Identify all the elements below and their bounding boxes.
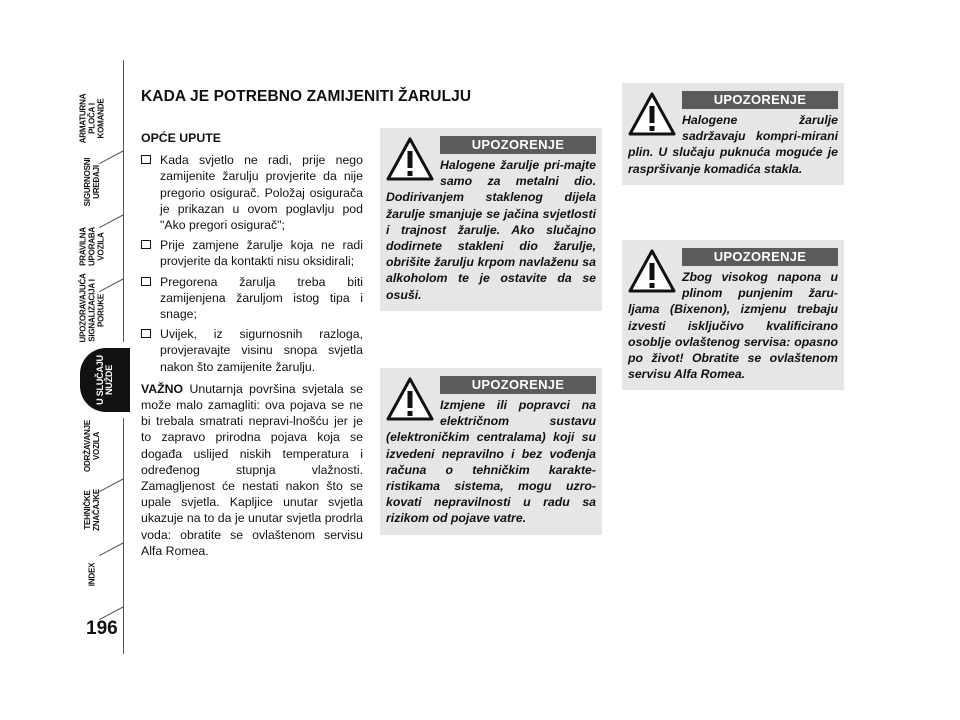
tab-label: ODRŽAVANJE VOZILA: [83, 420, 101, 472]
important-text: Unutarnja površina svjetala se može malo zamagliti: ova pojava se ne bi trebala smatrati nepravi-lnošću jer je to zapravo prirodna pojava koja se događa uslijed niskih temperatura i određenog stupnja vlažnosti. Zamagljenost će nestati nakon što se upale svjetla. Kapljice unutar svjetla ukazuje na to da je unutar svjetla prodrla voda: obratite se ovlaštenom servisu Alfa Romea.: [141, 381, 363, 558]
rail-line: [123, 86, 124, 150]
warning-box: [622, 240, 844, 390]
rail-line: [123, 150, 124, 214]
rail-line: [123, 478, 124, 542]
warning-heading: UPOZORENJE: [440, 136, 596, 154]
tab-u-slucaju-nuzde[interactable]: [80, 348, 130, 412]
checkbox-bullet-icon: [141, 329, 151, 338]
tab-label: UPOZORAVAJUĆA SIGNALIZACIJA I PORUKE: [78, 272, 106, 342]
list-item-text: Prije zamjene žarulje koja ne radi provjerite da kontakti nisu oksidirali;: [160, 238, 363, 269]
rail-line: [123, 542, 124, 654]
warning-triangle-icon: [386, 377, 434, 421]
list-item: [141, 274, 363, 323]
section-heading: OPĆE UPUTE: [141, 131, 221, 145]
list-item-text: Uvijek, iz sigurnosnih razloga, provjeravajte visinu snopa svjetla nakon što zamijenite žarulju.: [160, 327, 363, 374]
warning-heading: UPOZORENJE: [682, 91, 838, 109]
tab-index[interactable]: [60, 542, 124, 606]
tab-tehnicke-znacajke[interactable]: [60, 478, 124, 542]
warning-box: [380, 368, 602, 535]
warning-text: Izmjene ili popravci na električnom sustavu (elektroničkim centralama) koji su izvedeni nepravilno i bez vođenja računa o tehničkim karakte-ristikama sistema, mogu uzro-kovati nepravilnosti u radu sa rizikom od pojave vatre.: [386, 398, 596, 526]
warning-text: Zbog visokog napona u plinom punjenim žaru-ljama (Bixenon), izmjenu trebaju izvesti isključivo kvalificirano osoblje ovlaštenog servisa: opasno po život! Obratite se ovlaštenom servisu Alfa Romea.: [628, 270, 838, 382]
page-title: KADA JE POTREBNO ZAMIJENITI ŽARULJU: [141, 88, 472, 105]
general-instructions: [141, 130, 363, 559]
tab-label: TEHNIČKE ZNAČAJKE: [83, 489, 101, 531]
rail-line: [123, 278, 124, 342]
important-label: VAŽNO: [141, 381, 184, 396]
list-item-text: Kada svjetlo ne radi, prije nego zamijenite žarulju provjerite da nije pregorio osigurač. Položaj osigurača je prikazan u ovom poglavlju pod "Ako pregori osigurač";: [160, 153, 363, 233]
warning-box: [380, 128, 602, 311]
checkbox-bullet-icon: [141, 277, 151, 286]
checkbox-bullet-icon: [141, 240, 151, 249]
warning-triangle-icon: [628, 249, 676, 293]
tab-odrzavanje-vozila[interactable]: [60, 414, 124, 478]
important-note: [141, 381, 363, 559]
checkbox-bullet-icon: [141, 155, 151, 164]
page-number: 196: [86, 618, 118, 639]
warning-text: Halogene žarulje sadržavaju kompri-mirani plin. U slučaju puknuća moguće je raspršivanje komadića stakla.: [628, 113, 838, 176]
chapter-tab-rail: [0, 0, 130, 720]
tab-label: SIGURNOSNI UREĐAJI: [83, 157, 101, 207]
warning-box: [622, 83, 844, 185]
warning-heading: UPOZORENJE: [682, 248, 838, 266]
warning-heading: UPOZORENJE: [440, 376, 596, 394]
tab-label: PRAVILNA UPORABA VOZILA: [78, 226, 106, 266]
tab-pravilna-uporaba[interactable]: [60, 214, 124, 278]
tab-label: ARMATURNA PLOČA I KOMANDE: [78, 93, 106, 143]
list-item: [141, 237, 363, 269]
tab-armaturna-ploca[interactable]: [60, 86, 124, 150]
tab-label: INDEX: [87, 562, 97, 586]
tab-upozoravajuca-signalizacija[interactable]: [60, 272, 124, 342]
warning-triangle-icon: [386, 137, 434, 181]
rail-line: [123, 214, 124, 278]
tab-sigurnosni-uredaji[interactable]: [60, 150, 124, 214]
list-item: [141, 152, 363, 233]
list-item-text: Pregorena žarulja treba biti zamijenjena žaruljom istog tipa i snage;: [160, 274, 363, 322]
warning-triangle-icon: [628, 92, 676, 136]
tab-label: U SLUČAJU NUŽDE: [95, 355, 114, 405]
warning-text: Halogene žarulje pri-majte samo za metalni dio. Dodirivanjem staklenog dijela žarulje smanjuje se jačina svjetlosti i trajnost žarulje. Ako slučajno dodirnete stakleni dio žarulje, obrišite žarulju krpom navlaženu sa alkoholom te je ostavite da se osuši.: [386, 158, 596, 302]
list-item: [141, 326, 363, 375]
